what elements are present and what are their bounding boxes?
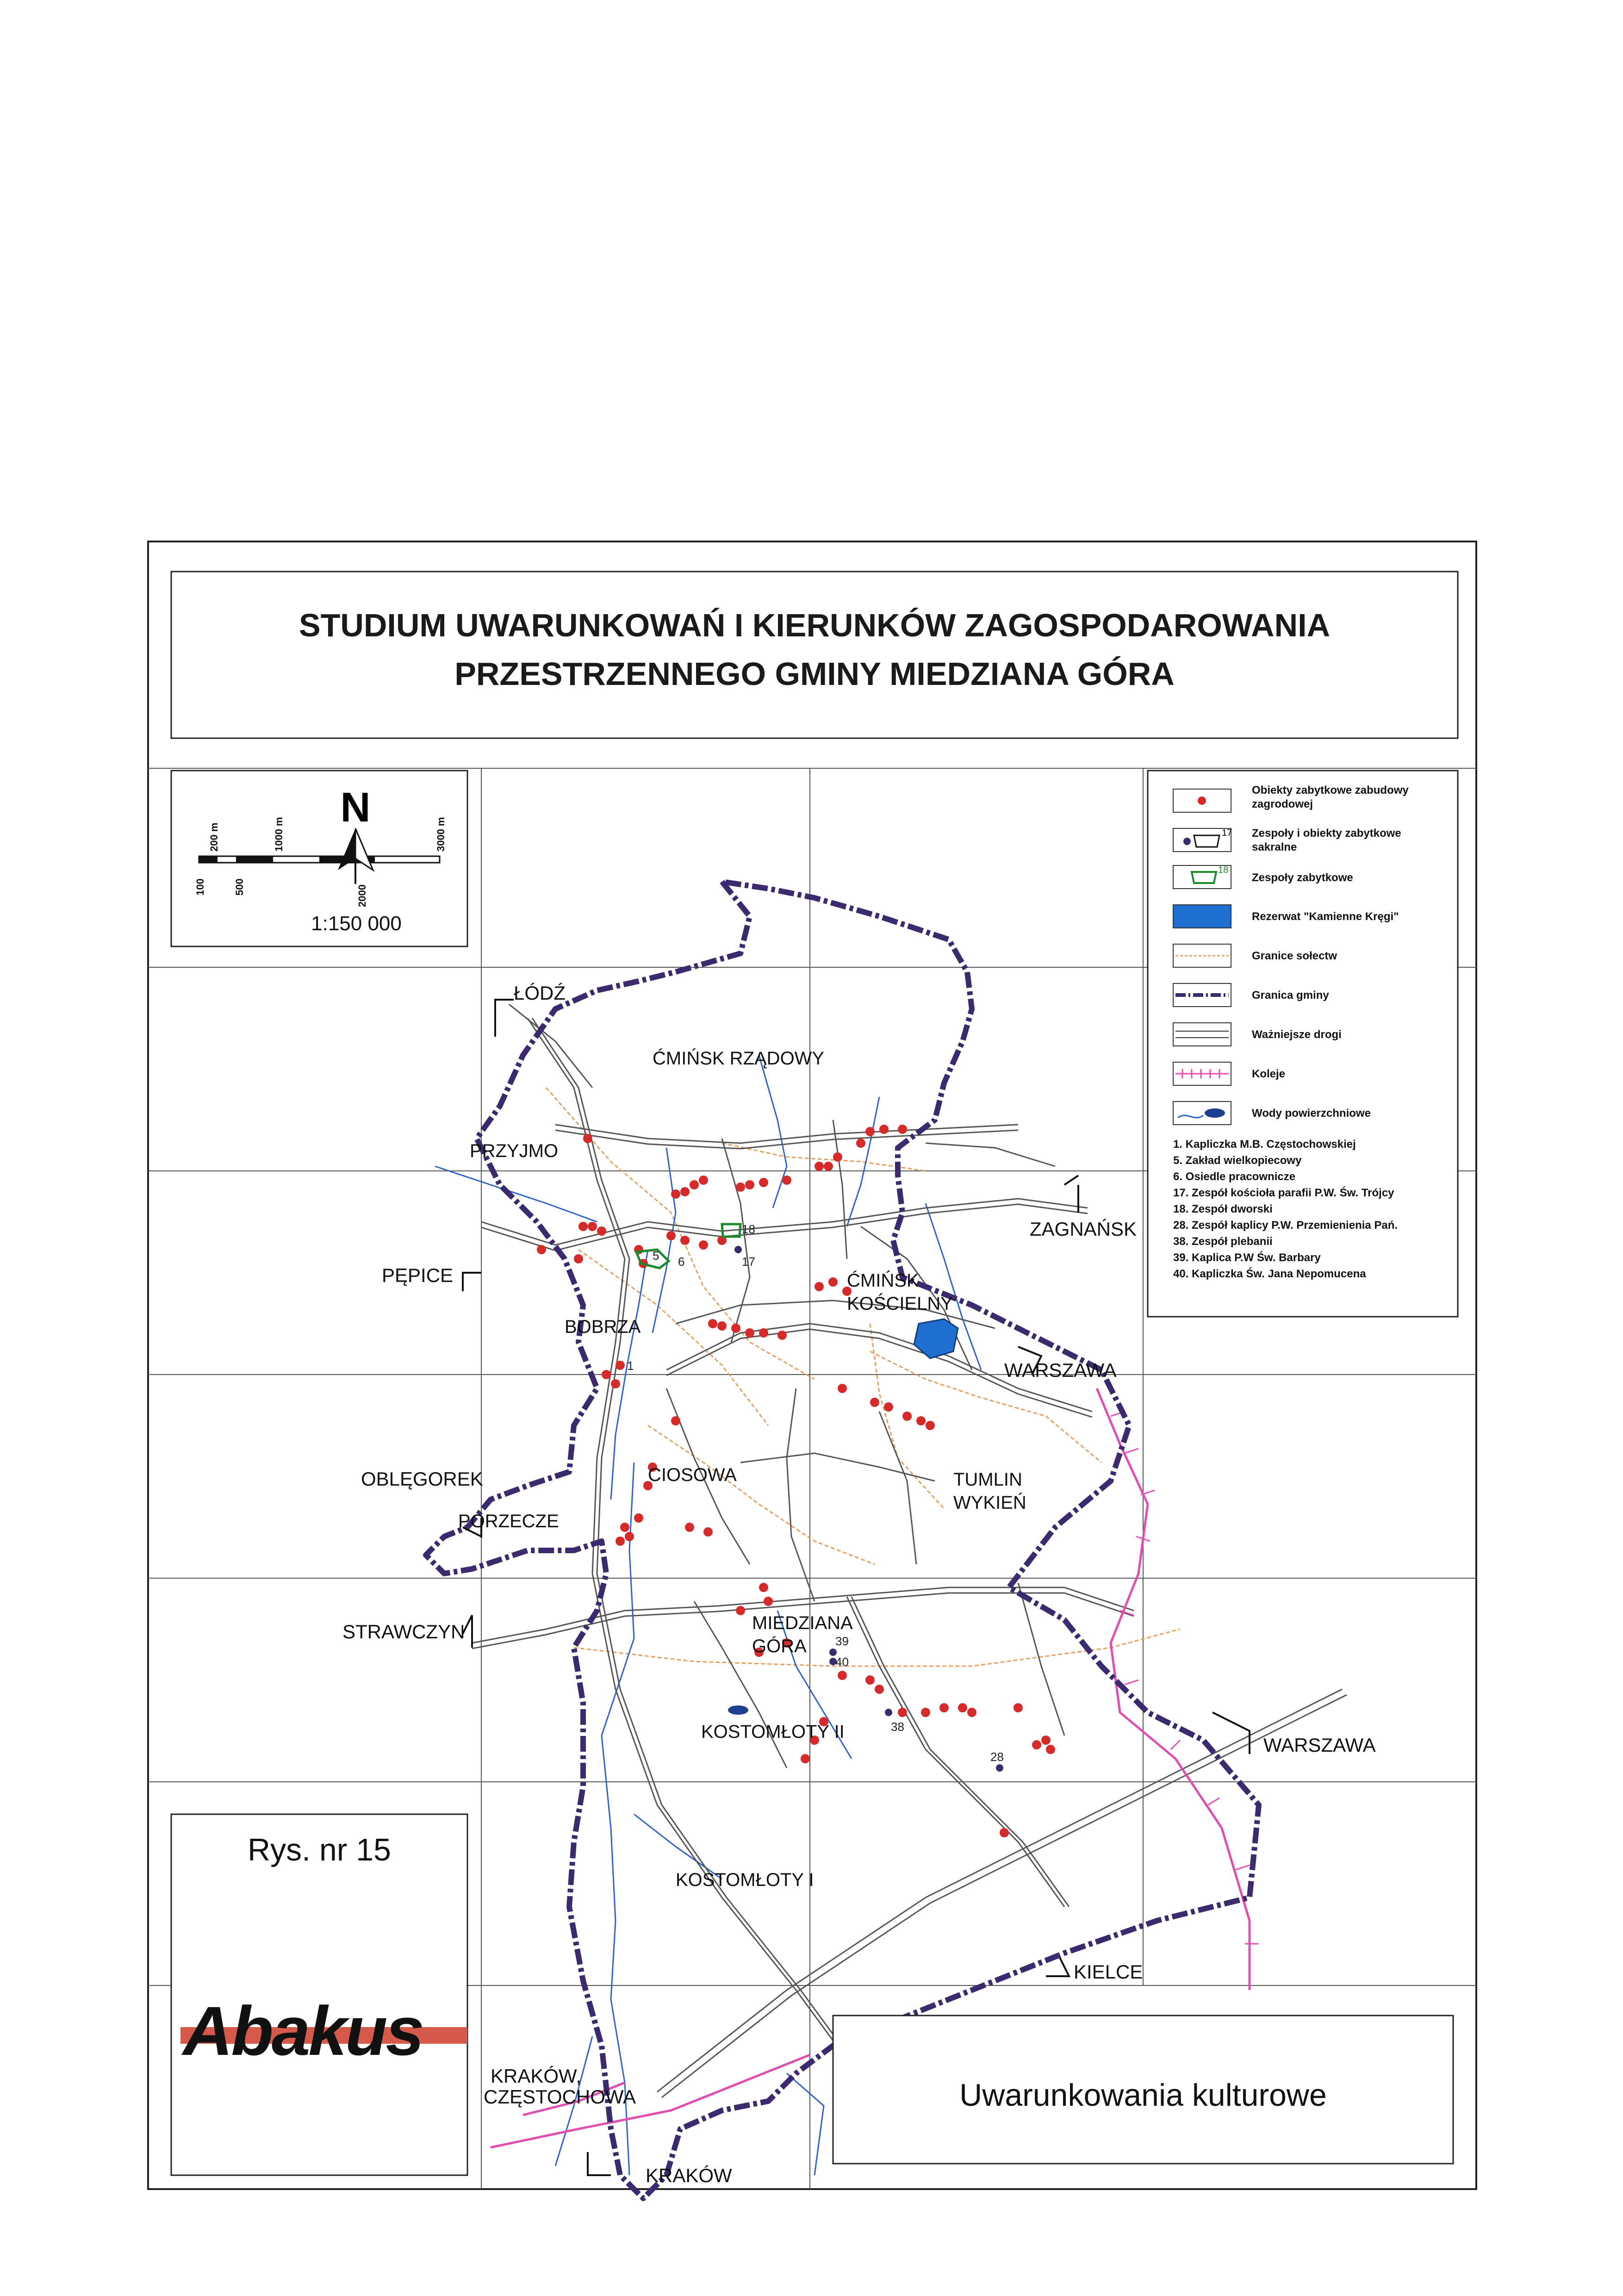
dir-kielce: KIELCE — [1074, 1961, 1143, 1983]
place-przyjmo: PRZYJMO — [470, 1141, 559, 1161]
place-cminsk-koscielny-1: ĆMIŃSK — [847, 1270, 919, 1291]
marker-6: 6 — [678, 1255, 685, 1269]
place-tumlin-1: TUMLIN — [953, 1469, 1022, 1490]
place-miedziana-1: MIEDZIANA — [752, 1613, 853, 1633]
scale-tick-100: 100 — [194, 878, 206, 896]
water-body — [728, 1705, 748, 1715]
dir-lodz: ŁÓDŹ — [514, 982, 566, 1004]
marker-39: 39 — [835, 1634, 849, 1648]
legend-label-zespoly: Zespoły zabytkowe — [1252, 871, 1353, 884]
dir-warszawa-1: WARSZAWA — [1004, 1359, 1117, 1381]
marker-17: 17 — [742, 1255, 755, 1269]
dir-strawczyn: STRAWCZYN — [342, 1621, 465, 1643]
place-tumlin-2: WYKIEŃ — [953, 1493, 1026, 1513]
place-kostomloty-2: KOSTOMŁOTY II — [701, 1722, 845, 1742]
dir-zagnansk: ZAGNAŃSK — [1030, 1218, 1137, 1240]
blue-area-icon — [1173, 905, 1231, 928]
scale-ratio: 1:150 000 — [311, 912, 402, 935]
place-labels — [458, 1048, 1026, 1890]
legend-list-item: 38. Zespół plebanii — [1173, 1235, 1273, 1248]
gmina-boundary — [426, 882, 1259, 2198]
scale-tick-200: 200 m — [208, 822, 220, 852]
legend-list-item: 28. Zespół kaplicy P.W. Przemienienia Pań. — [1173, 1219, 1398, 1232]
place-cminsk-koscielny-2: KOŚCIELNY — [847, 1294, 953, 1314]
marker-18: 18 — [742, 1222, 755, 1236]
title-line-1: STUDIUM UWARUNKOWAŃ I KIERUNKÓW ZAGOSPODAROWANIA — [298, 607, 1331, 643]
dir-warszawa-2: WARSZAWA — [1263, 1734, 1376, 1756]
dir-krakow: KRAKÓW — [646, 2165, 732, 2186]
marker-28: 28 — [990, 1750, 1004, 1764]
legend-list-item: 6. Osiedle pracownicze — [1173, 1170, 1296, 1183]
dir-pepice: PĘPICE — [382, 1264, 454, 1286]
svg-text:Abakus: Abakus — [183, 1992, 423, 2070]
direction-arrows — [463, 1000, 1250, 2175]
legend-label-gmina: Granica gminy — [1252, 989, 1329, 1002]
legend-list-item: 39. Kaplica P.W Św. Barbary — [1173, 1251, 1321, 1264]
legend-num-17: 17 — [1222, 828, 1232, 838]
legend-label-heritage-1: Obiekty zabytkowe zabudowy — [1252, 784, 1409, 796]
place-ciosowa: CIOSOWA — [648, 1465, 737, 1485]
scale-tick-3000: 3000 m — [435, 817, 447, 852]
marker-5: 5 — [653, 1249, 659, 1263]
scale-tick-1000: 1000 m — [273, 817, 285, 852]
legend-list-item: 40. Kapliczka Św. Jana Nepomucena — [1173, 1268, 1366, 1280]
marker-1: 1 — [627, 1359, 634, 1373]
title-line-2: PRZESTRZENNEGO GMINY MIEDZIANA GÓRA — [454, 656, 1175, 692]
legend-list-item: 1. Kapliczka M.B. Częstochowskiej — [1173, 1138, 1356, 1151]
legend-label-sacral-1: Zespoły i obiekty zabytkowe — [1252, 827, 1401, 840]
railway-ties — [1111, 1412, 1259, 1944]
rys-label: Rys. nr 15 — [248, 1832, 391, 1867]
legend-list-item: 5. Zakład wielkopiecowy — [1173, 1154, 1302, 1167]
place-cminsk-rzadowy: ĆMIŃSK RZĄDOWY — [653, 1048, 825, 1069]
place-porzecze: PORZECZE — [458, 1511, 559, 1531]
legend-num-18: 18 — [1218, 865, 1229, 875]
legend-list-item: 17. Zespół kościoła parafii P.W. Św. Trójcy — [1173, 1187, 1394, 1199]
marker-38: 38 — [891, 1720, 904, 1734]
legend-label-heritage-2: zagrodowej — [1252, 798, 1313, 810]
legend-label-solectwa: Granice sołectw — [1252, 950, 1337, 962]
legend-label-reserve: Rezerwat "Kamienne Kręgi" — [1252, 910, 1399, 923]
legend-list-item: 18. Zespół dworski — [1173, 1203, 1273, 1215]
legend-label-roads: Ważniejsze drogi — [1252, 1028, 1342, 1041]
title-frame — [171, 572, 1458, 738]
dir-oblegorek: OBLĘGOREK — [361, 1468, 483, 1490]
scale-tick-2000: 2000 — [356, 884, 368, 907]
red-dot-icon — [1198, 796, 1206, 805]
place-bobrza: BOBRZA — [565, 1317, 641, 1337]
legend-label-water: Wody powierzchniowe — [1252, 1107, 1371, 1120]
dir-krakow-czestochowa-1: KRAKÓW, — [491, 2065, 582, 2087]
place-miedziana-2: GÓRA — [752, 1636, 807, 1656]
legend-symbols — [1173, 789, 1232, 1125]
legend-label-sacral-2: sakralne — [1252, 841, 1297, 853]
place-kostomloty-1: KOSTOMŁOTY I — [676, 1870, 814, 1890]
subtitle: Uwarunkowania kulturowe — [959, 2078, 1327, 2113]
dir-krakow-czestochowa-2: CZĘSTOCHOWA — [484, 2086, 636, 2108]
north-label: N — [340, 784, 371, 831]
marker-40: 40 — [835, 1655, 849, 1669]
scale-tick-500: 500 — [234, 878, 245, 896]
legend-label-rail: Koleje — [1252, 1068, 1286, 1080]
